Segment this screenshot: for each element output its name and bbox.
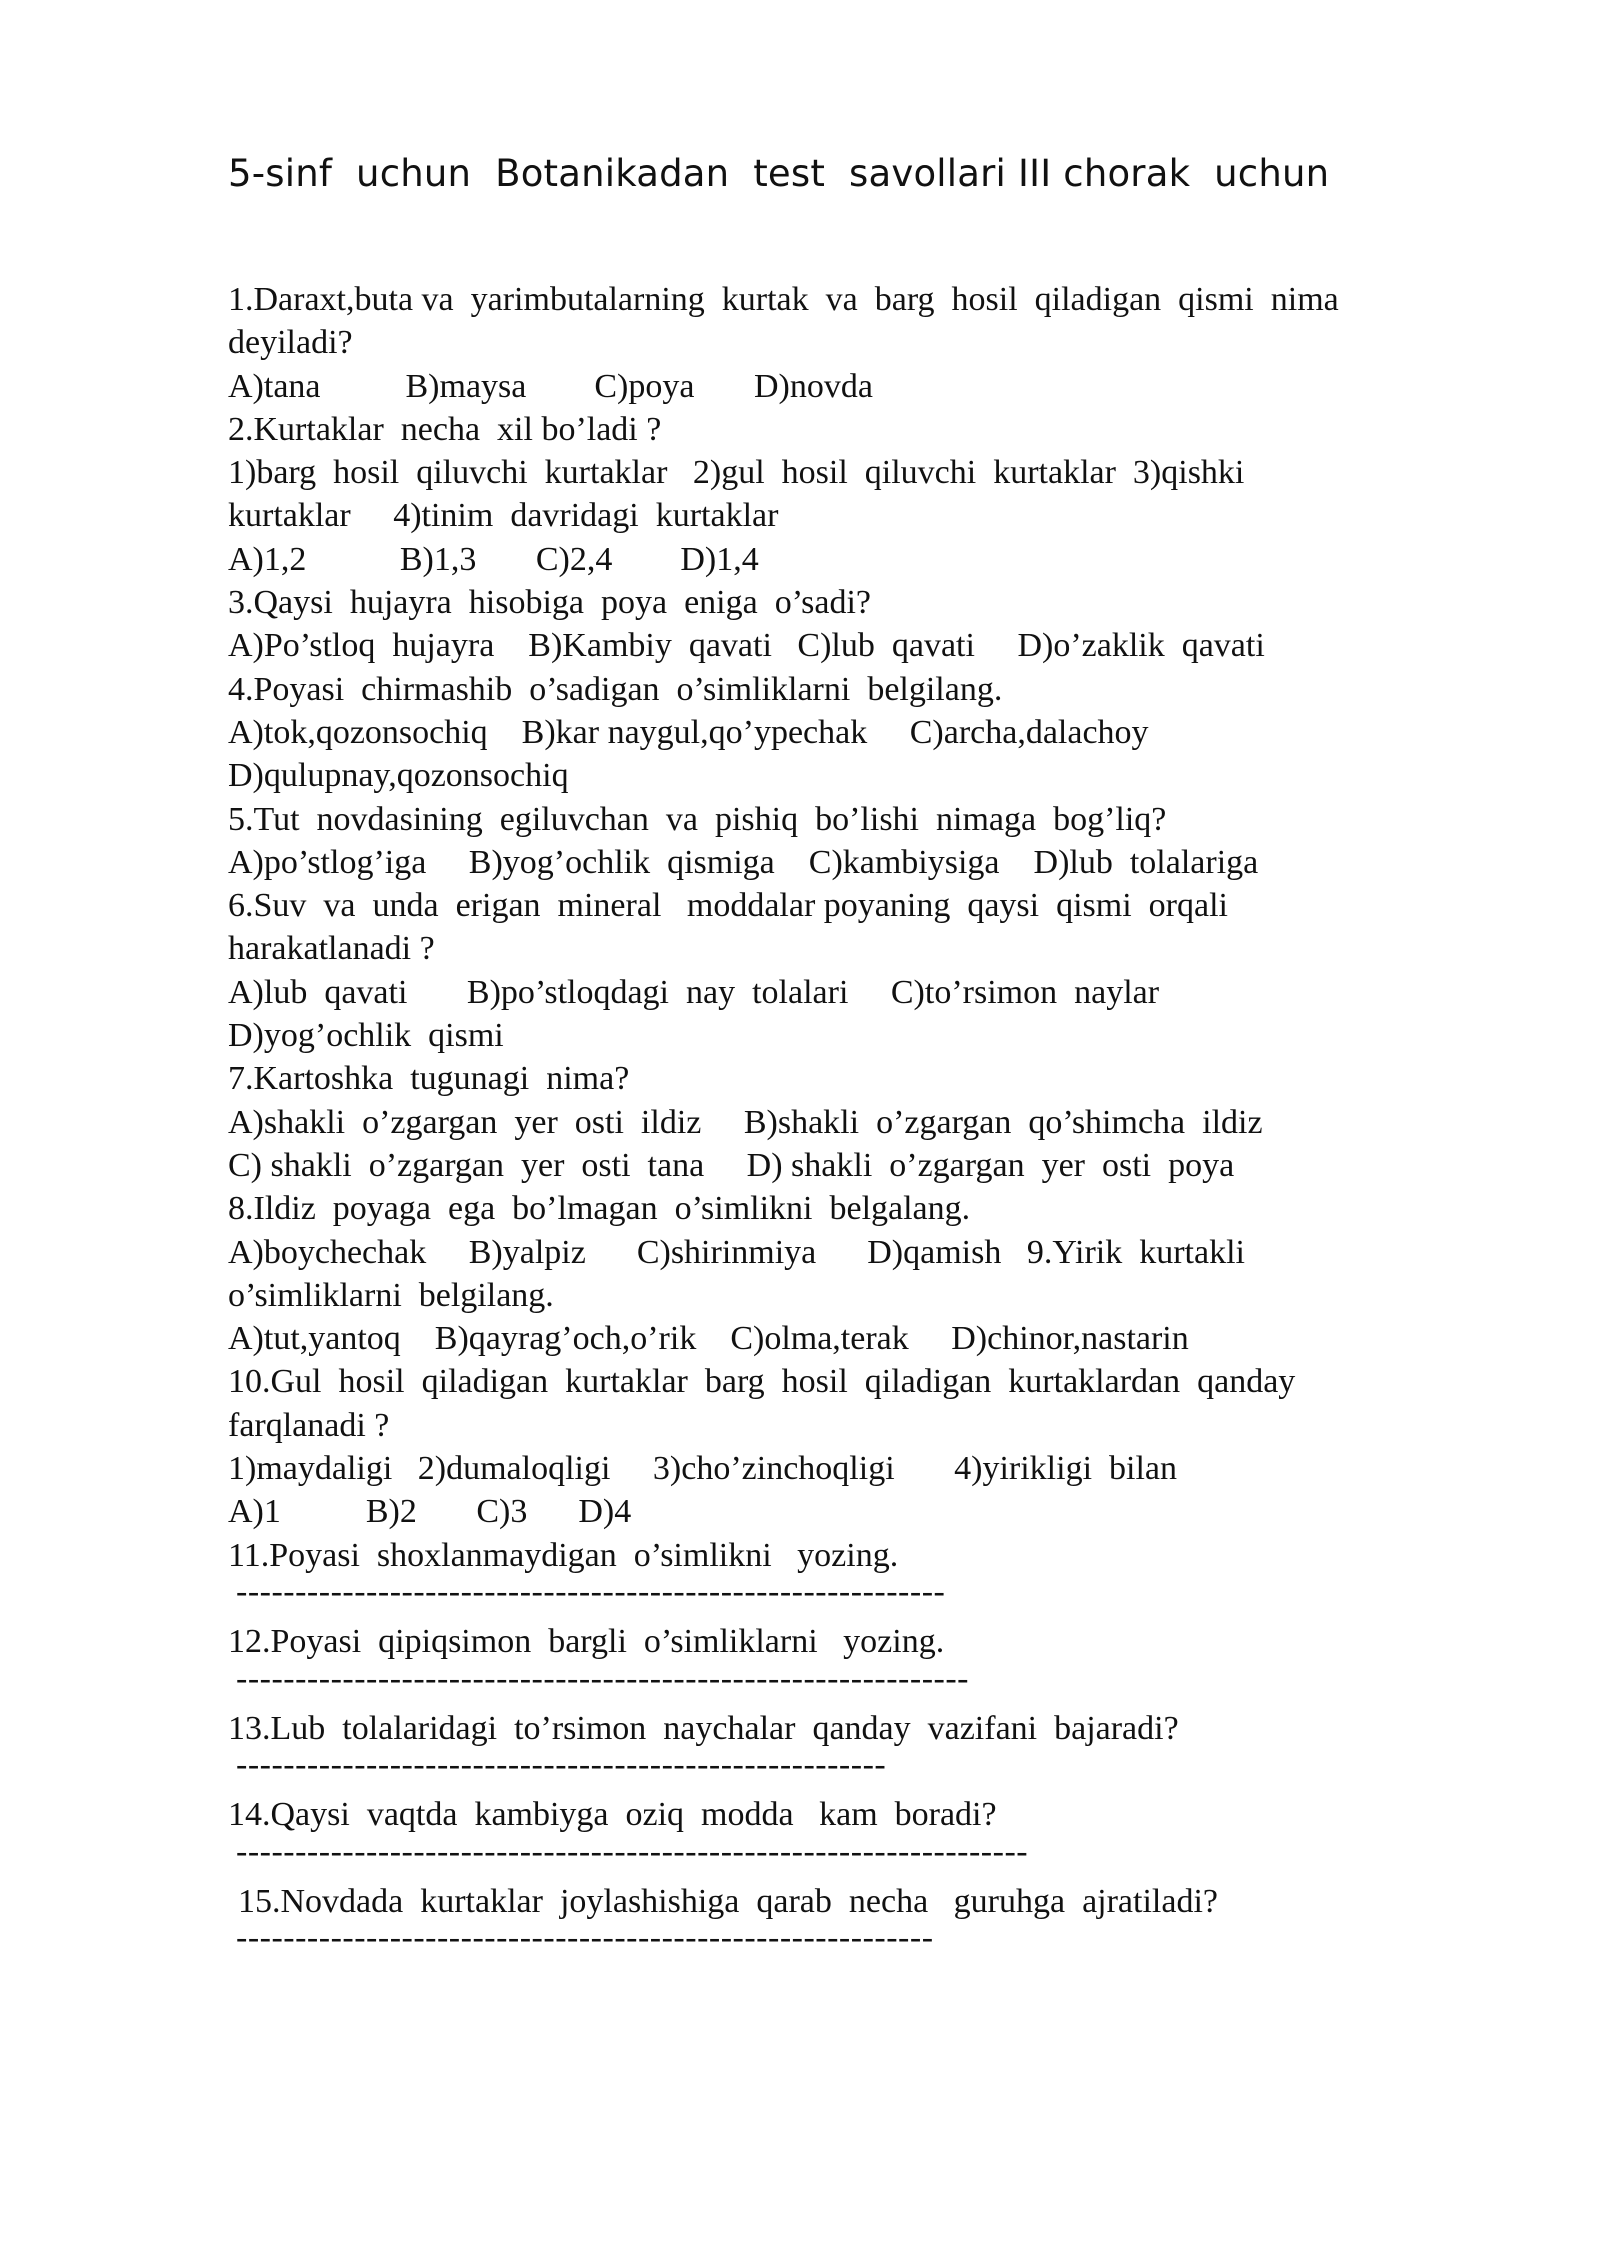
question-4-options-2: D)qulupnay,qozonsochiq (228, 757, 569, 795)
question-7-options-2: C) shakli o’zgargan yer osti tana D) shakli o’zgargan yer osti poya (228, 1146, 1235, 1184)
question-2-statements-2: kurtaklar 4)tinim davridagi kurtaklar (228, 497, 779, 535)
question-7-text: 7.Kartoshka tugunagi nima? (228, 1060, 630, 1098)
question-2-options: A)1,2 B)1,3 C)2,4 D)1,4 (228, 540, 759, 578)
question-10-line-1: 10.Gul hosil qiladigan kurtaklar barg hosil qiladigan kurtaklardan qanday (228, 1363, 1296, 1401)
question-6-options-2: D)yog’ochlik qismi (228, 1017, 504, 1055)
question-7-options-1: A)shakli o’zgargan yer osti ildiz B)shakli o’zgargan qo’shimcha ildiz (228, 1103, 1263, 1141)
question-13-text: 13.Lub tolalaridagi to’rsimon naychalar qanday vazifani bajaradi? (228, 1709, 1179, 1747)
question-3-options: A)Po’stloq hujayra B)Kambiy qavati C)lub qavati D)o’zaklik qavati (228, 627, 1265, 665)
question-8-options: A)boychechak B)yalpiz C)shirinmiya D)qamish 9.Yirik kurtakli (228, 1233, 1245, 1271)
question-14-answer-line: ------------------------------------------------------------------- (236, 1832, 1029, 1870)
document-title: 5-sinf uchun Botanikadan test savollari III chorak uchun (228, 152, 1330, 195)
question-3-text: 3.Qaysi hujayra hisobiga poya eniga o’sadi? (228, 584, 872, 622)
question-1-options: A)tana B)maysa C)poya D)novda (228, 367, 873, 405)
question-5-options: A)po’stlog’iga B)yog’ochlik qismiga C)kambiysiga D)lub tolalariga (228, 843, 1259, 881)
test-questions-body (228, 278, 1478, 1967)
question-4-text: 4.Poyasi chirmashib o’sadigan o’simliklarni belgilang. (228, 670, 1003, 708)
question-10-line-2: farqlanadi ? (228, 1406, 390, 1444)
question-1-line-2: deyiladi? (228, 324, 353, 362)
question-15-answer-line: ----------------------------------------------------------- (236, 1919, 934, 1957)
question-12-text: 12.Poyasi qipiqsimon bargli o’simliklarni yozing. (228, 1623, 945, 1661)
question-6-options-1: A)lub qavati B)po’stloqdagi nay tolalari C)to’rsimon naylar (228, 973, 1160, 1011)
question-9-options: A)tut,yantoq B)qayrag’och,o’rik C)olma,terak D)chinor,nastarin (228, 1320, 1189, 1358)
question-10-options: A)1 B)2 C)3 D)4 (228, 1493, 632, 1531)
question-8-text: 8.Ildiz poyaga ega bo’lmagan o’simlikni belgalang. (228, 1190, 971, 1228)
question-2-statements-1: 1)barg hosil qiluvchi kurtaklar 2)gul hosil qiluvchi kurtaklar 3)qishki (228, 454, 1245, 492)
question-2-text: 2.Kurtaklar necha xil bo’ladi ? (228, 410, 662, 448)
question-9-text: o’simliklarni belgilang. (228, 1276, 554, 1314)
question-15-text: 15.Novdada kurtaklar joylashishiga qarab necha guruhga ajratiladi? (238, 1882, 1218, 1920)
question-13-answer-line: ------------------------------------------------------- (236, 1746, 887, 1784)
question-10-statements: 1)maydaligi 2)dumaloqligi 3)cho’zinchoqligi 4)yirikligi bilan (228, 1450, 1177, 1488)
question-1-line-1: 1.Daraxt,buta va yarimbutalarning kurtak va barg hosil qiladigan qismi nima (228, 281, 1339, 318)
question-6-line-1: 6.Suv va unda erigan mineral moddalar poyaning qaysi qismi orqali (228, 887, 1228, 925)
question-12-answer-line: -------------------------------------------------------------- (236, 1659, 969, 1697)
question-11-text: 11.Poyasi shoxlanmaydigan o’simlikni yozing. (228, 1536, 899, 1574)
question-4-options-1: A)tok,qozonsochiq B)kar naygul,qo’ypechak C)archa,dalachoy (228, 713, 1149, 751)
question-11-answer-line: ------------------------------------------------------------ (236, 1572, 946, 1610)
question-14-text: 14.Qaysi vaqtda kambiyga oziq modda kam boradi? (228, 1796, 997, 1834)
question-6-line-2: harakatlanadi ? (228, 930, 435, 968)
question-5-text: 5.Tut novdasining egiluvchan va pishiq bo’lishi nimaga bog’liq? (228, 800, 1167, 838)
